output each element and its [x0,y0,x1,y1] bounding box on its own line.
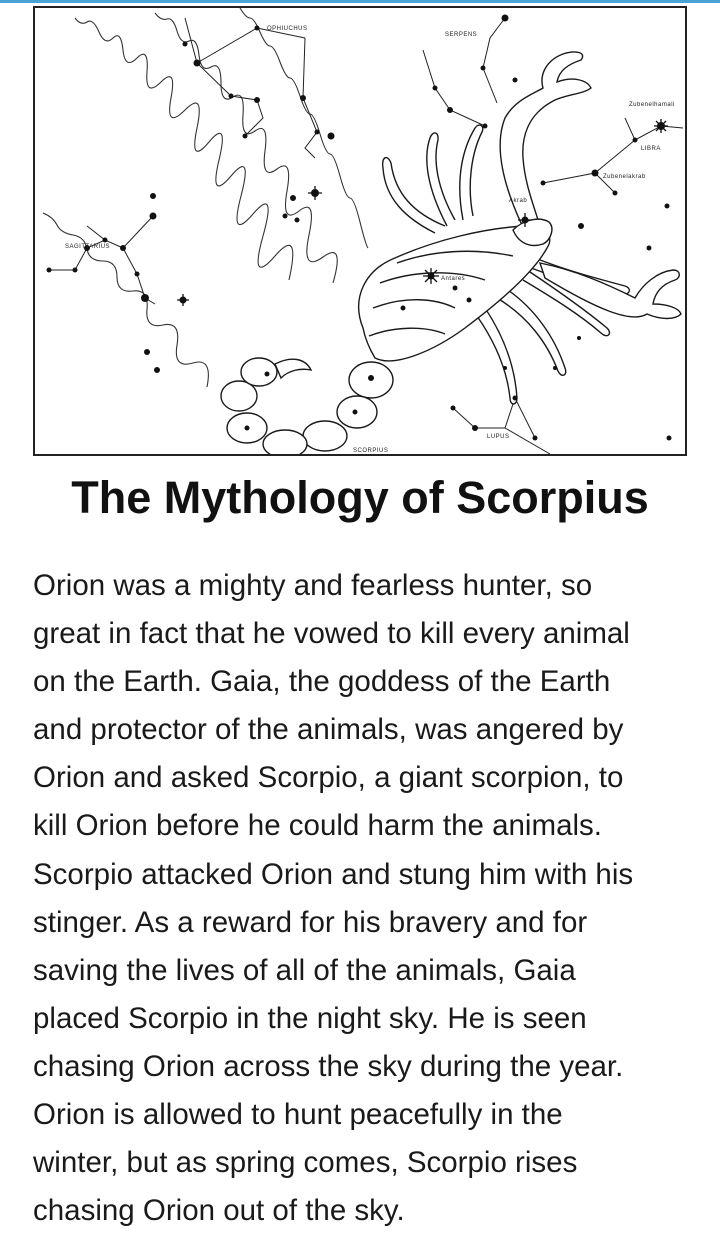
body-line: winter, but as spring comes, Scorpio rises [33,1146,578,1180]
top-accent-bar [0,0,720,3]
label-zubenelhamali: Zubenelhamali [629,102,675,108]
body-line: on the Earth. Gaia, the goddess of the Earth [33,665,611,699]
label-serpens: SERPENS [445,32,478,38]
label-sagittarius: SAGITTARIUS [65,244,111,250]
body-line: stinger. As a reward for his bravery and for [33,905,588,939]
article-body [33,562,693,1235]
label-antares: Antares [441,276,466,282]
label-scorpius: SCORPIUS [353,448,389,454]
body-line: Orion is allowed to hunt peacefully in the [33,1098,563,1132]
body-line: Scorpio attacked Orion and stung him with his [33,857,634,891]
label-lupus: LUPUS [487,434,510,440]
body-line: great in fact that he vowed to kill every animal [33,617,630,651]
constellation-chart [35,8,685,454]
body-line: chasing Orion across the sky during the year. [33,1049,624,1083]
body-line: Orion and asked Scorpio, a giant scorpion, to [33,761,624,795]
body-line: and protector of the animals, was angered by [33,713,624,747]
body-line: Orion was a mighty and fearless hunter, so [33,569,593,602]
label-akrab: Akrab [509,198,528,204]
label-ophiuchus: OPHIUCHUS [267,26,308,32]
article-title: The Mythology of Scorpius [71,472,649,523]
body-line: placed Scorpio in the night sky. He is seen [33,1001,587,1035]
scorpius-constellation-illustration [33,6,687,456]
milky-way-bands [43,8,368,387]
body-line: saving the lives of all of the animals, Gaia [33,953,576,987]
body-line: chasing Orion out of the sky. [33,1194,405,1228]
label-libra: LIBRA [641,146,661,152]
body-line: kill Orion before he could harm the animals. [33,809,602,843]
label-zubenelakrab: Zubenelakrab [603,174,646,180]
